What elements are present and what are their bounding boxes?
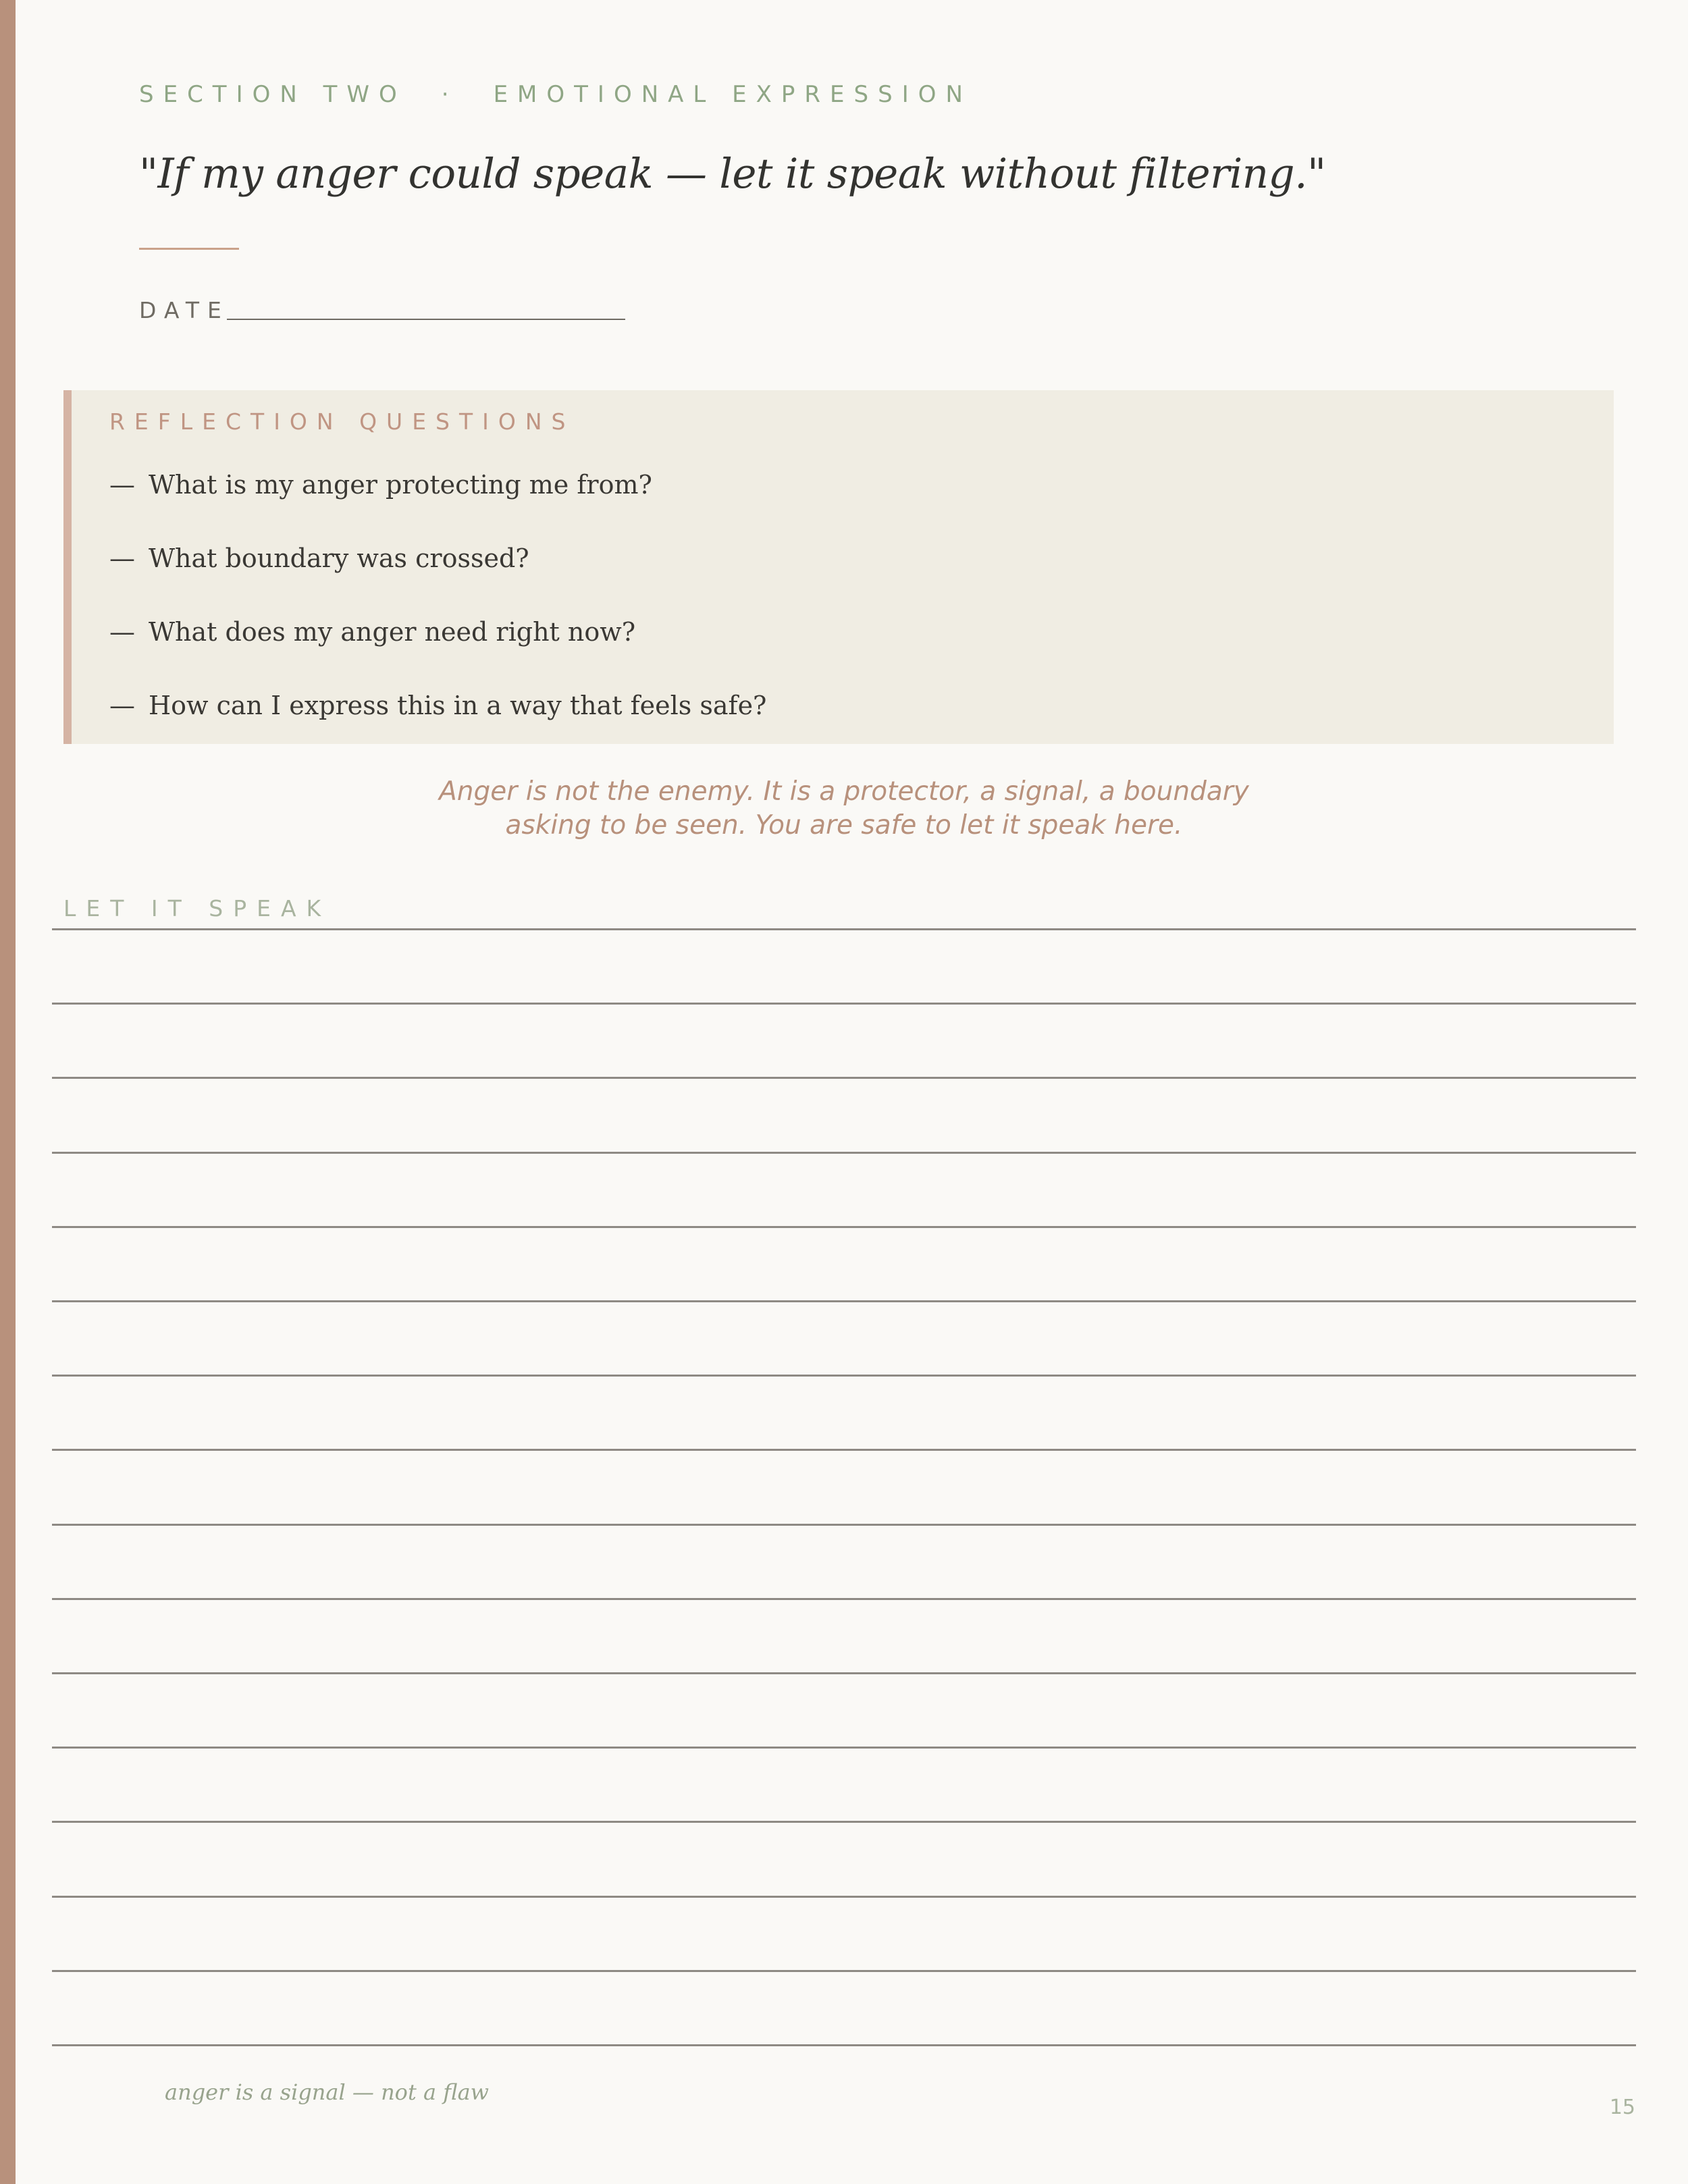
writing-line[interactable] xyxy=(52,1821,1636,1823)
reflection-question xyxy=(109,691,766,720)
writing-area-label: LET IT SPEAK xyxy=(63,895,332,922)
reflection-question xyxy=(109,470,652,500)
bullet-dash: — xyxy=(109,543,135,573)
question-text: What does my anger need right now? xyxy=(149,617,636,647)
writing-line[interactable] xyxy=(52,2044,1636,2046)
writing-line[interactable] xyxy=(52,1152,1636,1154)
bullet-dash: — xyxy=(109,470,135,500)
writing-line[interactable] xyxy=(52,1375,1636,1377)
affirmation-line: asking to be seen. You are safe to let it speak here. xyxy=(505,810,1183,841)
writing-line[interactable] xyxy=(52,1226,1636,1228)
writing-line[interactable] xyxy=(52,928,1636,930)
bullet-dash: — xyxy=(109,617,135,647)
reflection-question xyxy=(109,617,635,647)
section-number: SECTION TWO xyxy=(139,81,406,108)
affirmation-quote xyxy=(0,775,1688,843)
reflection-question xyxy=(109,543,529,573)
date-input-line[interactable] xyxy=(227,319,625,320)
question-text: How can I express this in a way that feels safe? xyxy=(149,691,767,720)
writing-line[interactable] xyxy=(52,1896,1636,1898)
writing-line[interactable] xyxy=(52,1077,1636,1079)
section-label xyxy=(139,81,972,108)
writing-line[interactable] xyxy=(52,1747,1636,1749)
reflection-panel xyxy=(63,390,1614,744)
title-divider xyxy=(139,248,239,250)
bullet-dash: — xyxy=(109,691,135,720)
reflection-heading: REFLECTION QUESTIONS xyxy=(109,408,575,435)
page-number: 15 xyxy=(1609,2096,1635,2119)
writing-line[interactable] xyxy=(52,1449,1636,1451)
date-field[interactable] xyxy=(139,297,625,324)
writing-line[interactable] xyxy=(52,1300,1636,1302)
question-text: What boundary was crossed? xyxy=(149,543,529,573)
affirmation-line: Anger is not the enemy. It is a protector, a signal, a boundary xyxy=(439,776,1249,807)
footer-note: anger is a signal — not a flaw xyxy=(165,2079,490,2105)
question-text: What is my anger protecting me from? xyxy=(149,470,652,500)
date-label: DATE xyxy=(139,297,230,323)
section-separator: · xyxy=(441,81,458,108)
writing-line[interactable] xyxy=(52,1003,1636,1005)
page-title: "If my anger could speak — let it speak without filtering." xyxy=(139,150,1326,198)
writing-line[interactable] xyxy=(52,1598,1636,1600)
writing-line[interactable] xyxy=(52,1524,1636,1526)
writing-line[interactable] xyxy=(52,1970,1636,1972)
page-spine xyxy=(0,0,16,2184)
section-topic: EMOTIONAL EXPRESSION xyxy=(493,81,972,108)
writing-line[interactable] xyxy=(52,1672,1636,1674)
